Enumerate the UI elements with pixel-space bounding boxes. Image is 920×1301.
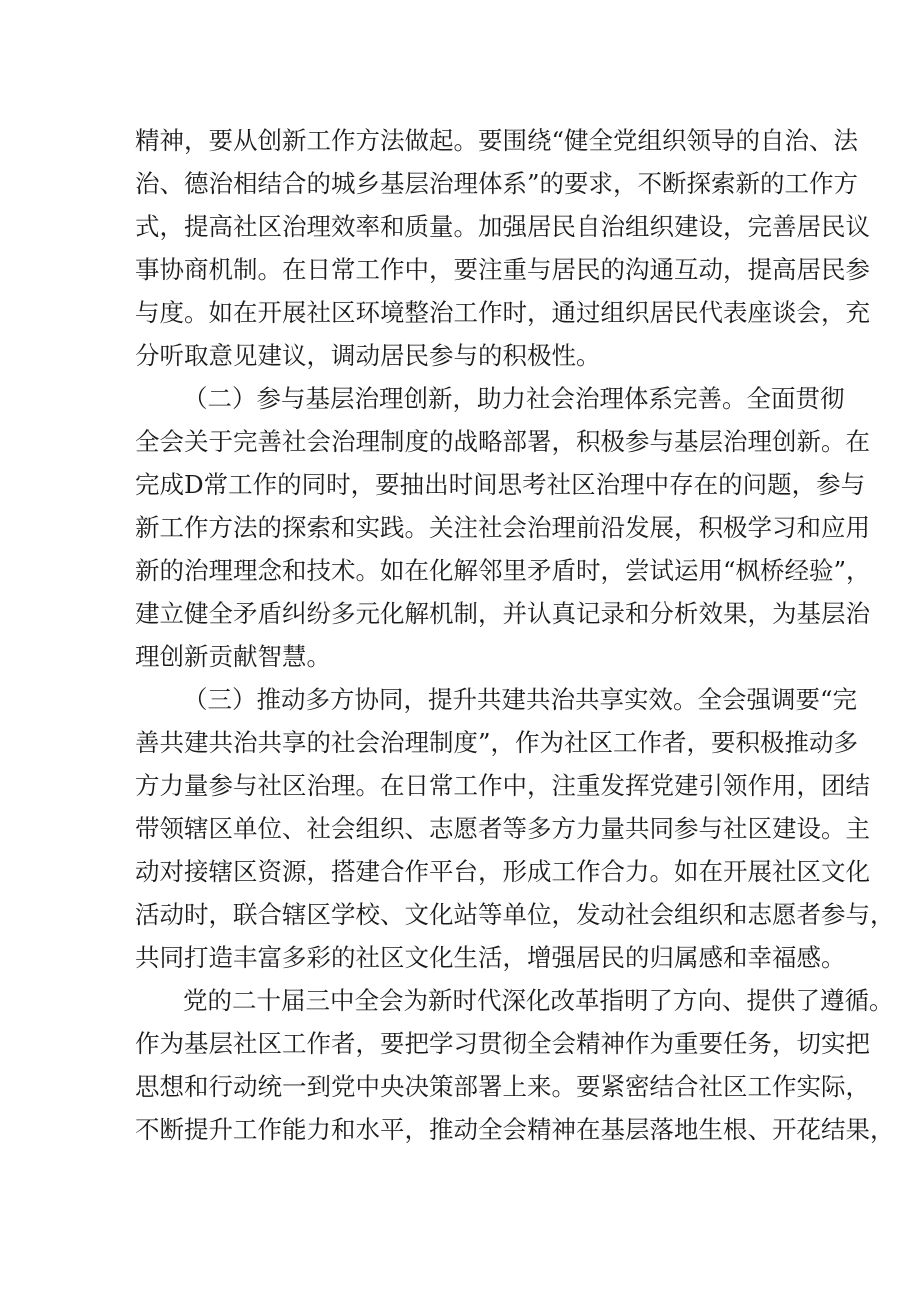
section-heading-line: （二）参与基层治理创新，助力社会治理体系完善。全面贯彻: [183, 384, 845, 413]
paragraph-first-line: 党的二十届三中全会为新时代深化改革指明了方向、提供了遵循。: [183, 986, 894, 1015]
text-line: 建立健全矛盾纠纷多元化解机制，并认真记录和分析效果，为基层治: [135, 599, 870, 628]
text-line: 思想和行动统一到党中央决策部署上来。要紧密结合社区工作实际，: [135, 1072, 870, 1101]
text-line: 全会关于完善社会治理制度的战略部署，积极参与基层治理创新。在: [135, 427, 870, 456]
section-heading-line: （三）推动多方协同，提升共建共治共享实效。全会强调要“完: [183, 685, 858, 714]
text-line: 动对接辖区资源，搭建合作平台，形成工作合力。如在开展社区文化: [135, 857, 870, 886]
text-line: 共同打造丰富多彩的社区文化生活，增强居民的归属感和幸福感。: [135, 943, 846, 972]
text-line: 不断提升工作能力和水平，推动全会精神在基层落地生根、开花结果，: [135, 1115, 895, 1144]
text-line: 善共建共治共享的社会治理制度”，作为社区工作者，要积极推动多: [135, 728, 859, 757]
text-line: 方力量参与社区治理。在日常工作中，注重发挥党建引领作用，团结: [135, 771, 870, 800]
text-line: 新工作方法的探索和实践。关注社会治理前沿发展，积极学习和应用: [135, 513, 870, 542]
text-line: 作为基层社区工作者，要把学习贯彻全会精神作为重要任务，切实把: [135, 1029, 870, 1058]
text-line: 完成D常工作的同时，要抽出时间思考社区治理中存在的问题，参与: [135, 470, 866, 499]
text-line: 式，提高社区治理效率和质量。加强居民自治组织建设，完善居民议: [135, 212, 870, 241]
text-line: 精神，要从创新工作方法做起。要围绕“健全党组织领导的自治、法: [135, 126, 859, 155]
text-line: 治、德治相结合的城乡基层治理体系”的要求，不断探索新的工作方: [135, 169, 859, 198]
text-line: 理创新贡献智慧。: [135, 642, 331, 671]
text-line: 活动时，联合辖区学校、文化站等单位，发动社会组织和志愿者参与，: [135, 900, 895, 929]
text-line: 事协商机制。在日常工作中，要注重与居民的沟通互动，提高居民参: [135, 255, 870, 284]
text-line: 分听取意见建议，调动居民参与的积极性。: [135, 341, 601, 370]
text-line: 与度。如在开展社区环境整治工作时，通过组织居民代表座谈会，充: [135, 298, 870, 327]
text-line: 新的治理理念和技术。如在化解邻里矛盾时，尝试运用“枫桥经验”，: [135, 556, 871, 585]
text-line: 带领辖区单位、社会组织、志愿者等多方力量共同参与社区建设。主: [135, 814, 870, 843]
